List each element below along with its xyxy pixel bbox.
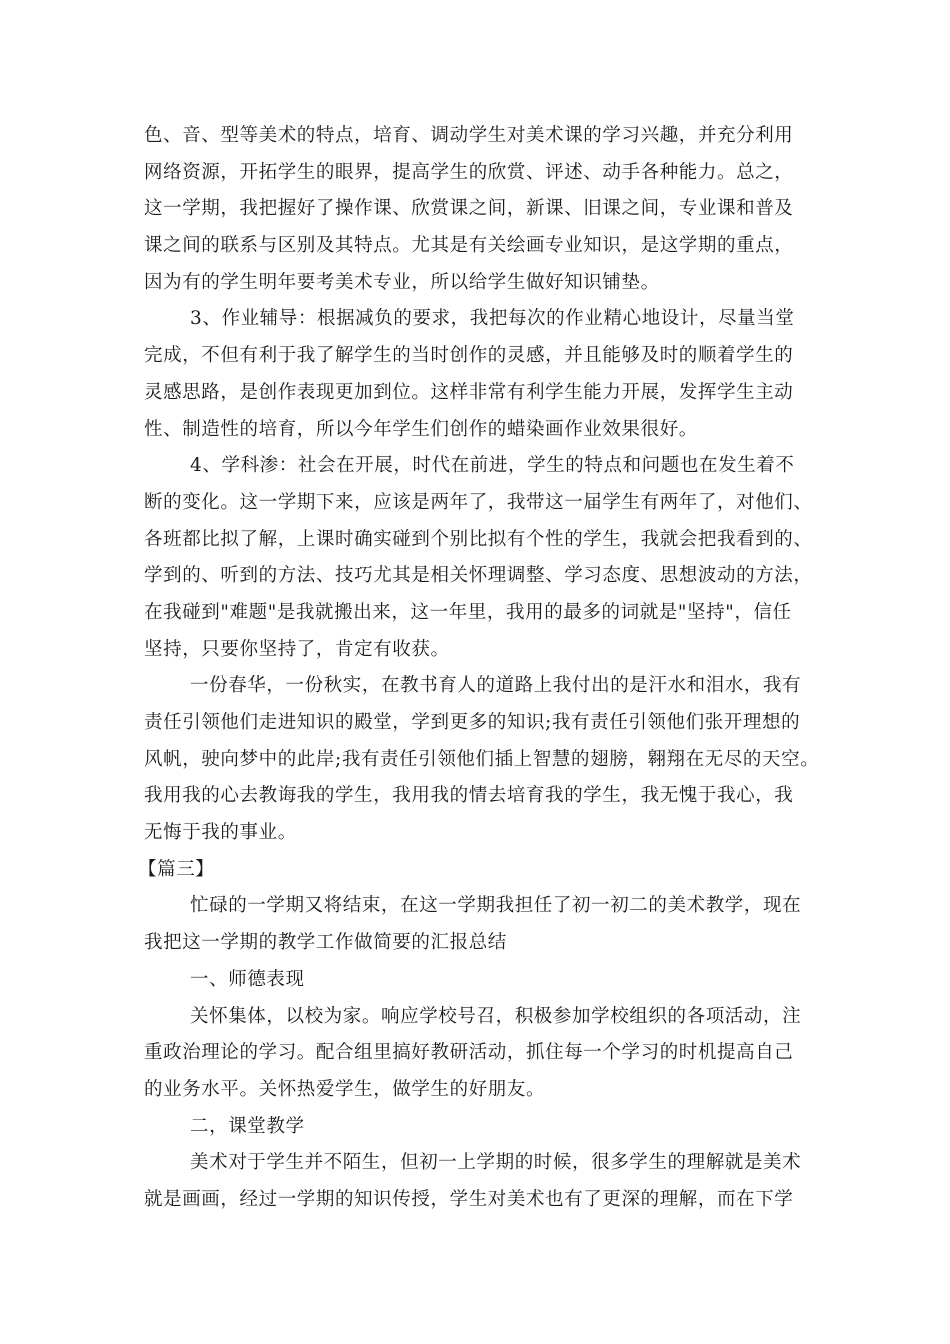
text-line: 无悔于我的事业。 (144, 822, 297, 844)
text-line: 就是画画，经过一学期的知识传授，学生对美术也有了更深的理解，而在下学 (144, 1188, 794, 1210)
text-line: 重政治理论的学习。配合组里搞好教研活动，抓住每一个学习的时机提高自己 (144, 1042, 794, 1064)
text-line: 因为有的学生明年要考美术专业，所以给学生做好知识铺垫。 (144, 271, 660, 293)
text-line: 学到的、听到的方法、技巧尤其是相关怀理调整、学习态度、思想波动的方法， (144, 565, 813, 587)
text-line: 这一学期，我把握好了操作课、欣赏课之间，新课、旧课之间，专业课和普及 (144, 198, 794, 220)
text-line: 忙碌的一学期又将结束，在这一学期我担任了初一初二的美术教学，现在 (190, 895, 802, 917)
text-line: 色、音、型等美术的特点，培育、调动学生对美术课的学习兴趣，并充分利用 (144, 125, 794, 146)
text-line: 灵感思路，是创作表现更加到位。这样非常有利学生能力开展，发挥学生主动 (144, 381, 794, 403)
text-line: 美术对于学生并不陌生，但初一上学期的时候，很多学生的理解就是美术 (190, 1152, 802, 1174)
text-line: 的业务水平。关怀热爱学生，做学生的好朋友。 (144, 1078, 546, 1100)
text-line: 网络资源，开拓学生的眼界，提高学生的欣赏、评述、动手各种能力。总之， (144, 161, 794, 183)
text-line: 风帆，驶向梦中的此岸;我有责任引领他们插上智慧的翅膀，翱翔在无尽的天空。 (144, 748, 820, 770)
text-line: 4、学科渗：社会在开展，时代在前进，学生的特点和问题也在发生着不 (190, 455, 795, 477)
text-line: 我用我的心去教诲我的学生，我用我的情去培育我的学生，我无愧于我心，我 (144, 785, 794, 807)
text-line: 关怀集体，以校为家。响应学校号召，积极参加学校组织的各项活动，注 (190, 1005, 802, 1027)
text-line: 一份春华，一份秋实，在教书育人的道路上我付出的是汗水和泪水，我有 (190, 675, 802, 697)
text-line: 3、作业辅导：根据减负的要求，我把每次的作业精心地设计，尽量当堂 (190, 308, 795, 330)
text-line: 一、师德表现 (190, 968, 305, 990)
text-line: 完成，不但有利于我了解学生的当时创作的灵感，并且能够及时的顺着学生的 (144, 345, 794, 367)
text-line: 二，课堂教学 (190, 1115, 305, 1137)
section-heading: 【篇三】 (138, 858, 215, 880)
text-line: 我把这一学期的教学工作做简要的汇报总结 (144, 932, 507, 954)
document-body (138, 118, 824, 1219)
text-line: 在我碰到"难题"是我就搬出来，这一年里，我用的最多的词就是"坚持"，信任 (144, 601, 792, 623)
text-line: 责任引领他们走进知识的殿堂，学到更多的知识;我有责任引领他们张开理想的 (144, 712, 801, 733)
text-line: 课之间的联系与区别及其特点。尤其是有关绘画专业知识，是这学期的重点， (144, 235, 794, 257)
text-line: 各班都比拟了解，上课时确实碰到个别比拟有个性的学生，我就会把我看到的、 (144, 528, 813, 550)
text-line: 坚持，只要你坚持了，肯定有收获。 (144, 638, 450, 660)
text-line: 性、制造性的培育，所以今年学生们创作的蜡染画作业效果很好。 (144, 418, 698, 440)
text-line: 断的变化。这一学期下来，应该是两年了，我带这一届学生有两年了，对他们、 (144, 491, 813, 513)
